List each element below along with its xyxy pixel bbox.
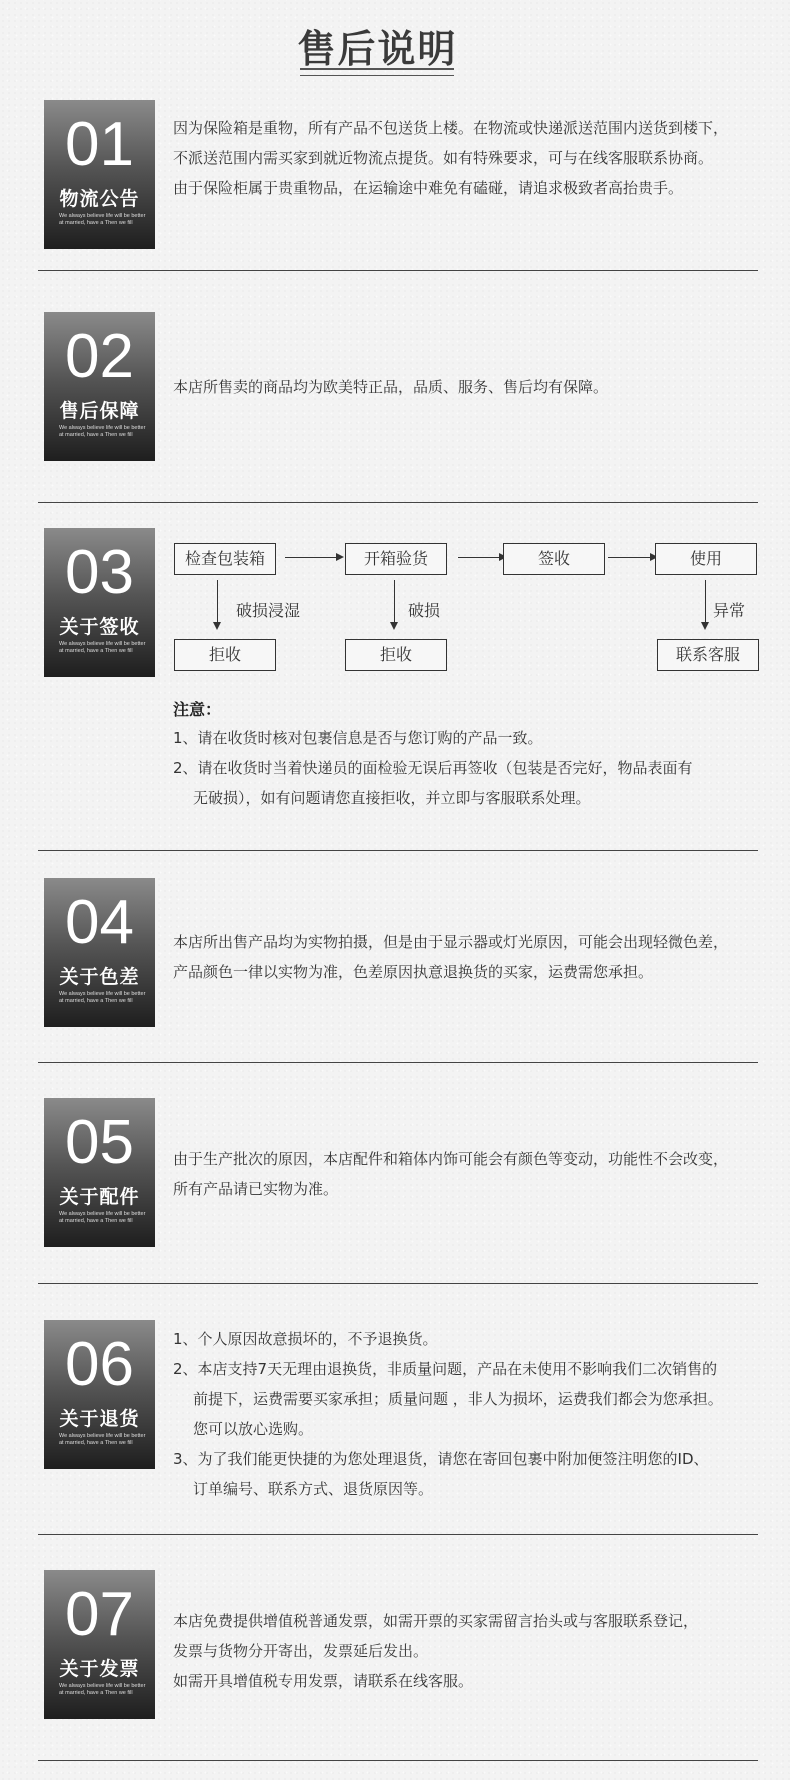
section-badge-01 <box>44 100 155 249</box>
section-text-01 <box>173 113 763 203</box>
text-line: 不派送范围内需买家到就近物流点提货。如有特殊要求，可与在线客服联系协商。 <box>173 149 714 167</box>
text-line: 所有产品请已实物为准。 <box>173 1180 339 1198</box>
section-badge-07 <box>44 1570 155 1719</box>
arrow-down-icon <box>390 622 398 630</box>
title-underline <box>300 68 454 76</box>
flow-step-sign: 签收 <box>503 543 605 575</box>
badge-label: 关于色差 <box>59 966 140 988</box>
text-line: 您可以放心选购。 <box>193 1420 314 1438</box>
arrow-down-icon <box>213 622 221 630</box>
section-text-07 <box>173 1606 763 1696</box>
text-line: 订单编号、联系方式、退货原因等。 <box>193 1480 434 1498</box>
badge-number: 05 <box>65 1108 134 1177</box>
badge-label: 关于签收 <box>59 616 140 638</box>
flow-result-reject: 拒收 <box>174 639 276 671</box>
flow-step-inspect-goods: 开箱验货 <box>345 543 447 575</box>
text-line: 本店免费提供增值税普通发票，如需开票的买家需留言抬头或与客服联系登记， <box>173 1612 699 1630</box>
badge-label: 物流公告 <box>59 188 140 210</box>
badge-number: 02 <box>65 322 134 391</box>
section-divider <box>38 270 758 271</box>
text-line: 因为保险箱是重物，所有产品不包送货上楼。在物流或快递派送范围内送货到楼下， <box>173 119 729 137</box>
arrow-right-icon <box>336 553 344 561</box>
note-item-continuation: 无破损），如有问题请您直接拒收，并立即与客服联系处理。 <box>193 789 591 807</box>
section-text-06 <box>173 1324 763 1504</box>
text-line: 本店所出售产品均为实物拍摄，但是由于显示器或灯光原因，可能会出现轻微色差， <box>173 933 729 951</box>
flow-arrow-line <box>608 557 651 558</box>
section-text-04 <box>173 927 763 987</box>
flow-branch-label: 破损 <box>408 601 441 620</box>
section-divider <box>38 1534 758 1535</box>
badge-label: 关于退货 <box>59 1408 140 1430</box>
section-divider <box>38 1062 758 1063</box>
note-title: 注意： <box>173 700 222 719</box>
badge-label: 售后保障 <box>59 400 140 422</box>
section-divider <box>38 1760 758 1761</box>
text-line: 3、为了我们能更快捷的为您处理退货，请您在寄回包裹中附加便签注明您的ID、 <box>173 1450 709 1468</box>
note-list <box>173 723 763 813</box>
flow-arrow-line <box>458 557 500 558</box>
section-divider <box>38 502 758 503</box>
flow-step-check-package: 检查包装箱 <box>174 543 276 575</box>
text-line: 发票与货物分开寄出，发票延后发出。 <box>173 1642 429 1660</box>
badge-number: 04 <box>65 888 134 957</box>
flow-branch-line <box>394 580 395 623</box>
section-badge-06 <box>44 1320 155 1469</box>
section-divider <box>38 1283 758 1284</box>
badge-tiny-text: We always believe life will be better at married, have a Then we fill <box>59 1683 146 1696</box>
note-item: 1、请在收货时核对包裹信息是否与您订购的产品一致。 <box>173 729 543 747</box>
badge-number: 03 <box>65 538 134 607</box>
flow-branch-label: 异常 <box>713 601 746 620</box>
flow-result-reject: 拒收 <box>345 639 447 671</box>
section-badge-05 <box>44 1098 155 1247</box>
badge-number: 01 <box>65 110 134 179</box>
section-divider <box>38 850 758 851</box>
section-text-05 <box>173 1144 763 1204</box>
text-line: 由于生产批次的原因，本店配件和箱体内饰可能会有颜色等变动，功能性不会改变， <box>173 1150 729 1168</box>
badge-tiny-text: We always believe life will be better at married, have a Then we fill <box>59 991 146 1004</box>
badge-number: 07 <box>65 1580 134 1649</box>
flow-branch-line <box>217 580 218 623</box>
flow-result-contact-service: 联系客服 <box>657 639 759 671</box>
text-line: 1、个人原因故意损坏的，不予退换货。 <box>173 1330 438 1348</box>
text-line: 本店所售卖的商品均为欧美特正品，品质、服务、售后均有保障。 <box>173 378 609 396</box>
badge-tiny-text: We always believe life will be better at married, have a Then we fill <box>59 213 146 226</box>
note-item: 2、请在收货时当着快递员的面检验无误后再签收（包装是否完好，物品表面有 <box>173 759 693 777</box>
badge-label: 关于配件 <box>59 1186 140 1208</box>
badge-tiny-text: We always believe life will be better at married, have a Then we fill <box>59 1433 146 1446</box>
text-line: 前提下，运费需要买家承担；质量问题 ，非人为损坏，运费我们都会为您承担。 <box>193 1390 723 1408</box>
page-title: 售后说明 <box>297 27 458 71</box>
text-line: 产品颜色一律以实物为准，色差原因执意退换货的买家，运费需您承担。 <box>173 963 654 981</box>
badge-label: 关于发票 <box>59 1658 140 1680</box>
section-text-02 <box>173 372 763 402</box>
section-badge-04 <box>44 878 155 1027</box>
text-line: 如需开具增值税专用发票，请联系在线客服。 <box>173 1672 474 1690</box>
text-line: 由于保险柜属于贵重物品，在运输途中难免有磕碰，请追求极致者高抬贵手。 <box>173 179 684 197</box>
flow-step-use: 使用 <box>655 543 757 575</box>
flow-arrow-line <box>285 557 337 558</box>
flow-branch-label: 破损浸湿 <box>236 601 301 620</box>
badge-tiny-text: We always believe life will be better at married, have a Then we fill <box>59 641 146 654</box>
text-line: 2、本店支持7天无理由退换货，非质量问题，产品在未使用不影响我们二次销售的 <box>173 1360 718 1378</box>
section-badge-03 <box>44 528 155 677</box>
badge-tiny-text: We always believe life will be better at married, have a Then we fill <box>59 1211 146 1224</box>
flow-branch-line <box>705 580 706 623</box>
badge-tiny-text: We always believe life will be better at married, have a Then we fill <box>59 425 146 438</box>
section-badge-02 <box>44 312 155 461</box>
arrow-down-icon <box>701 622 709 630</box>
badge-number: 06 <box>65 1330 134 1399</box>
